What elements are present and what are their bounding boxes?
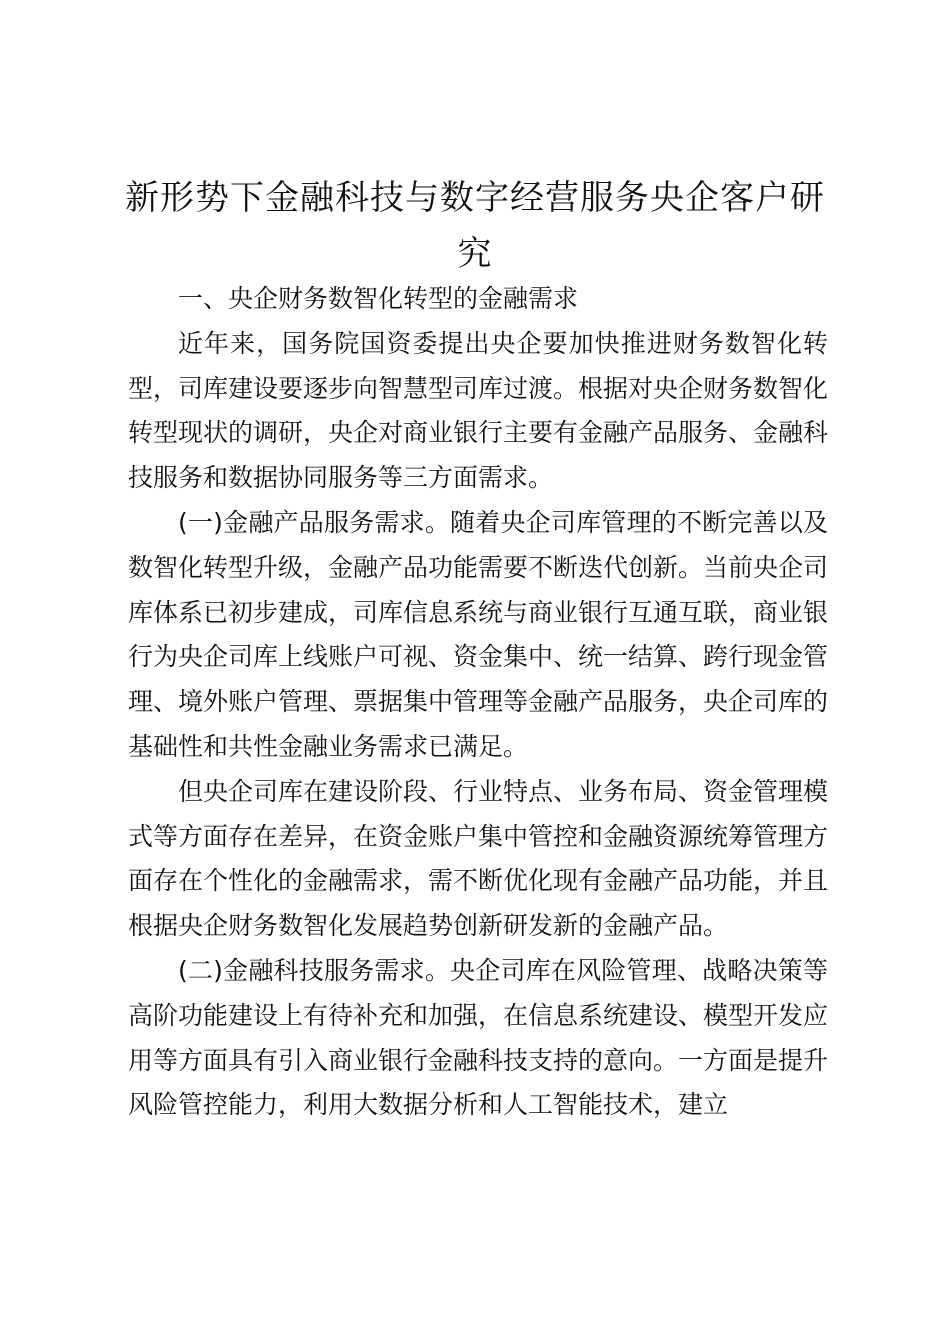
section-heading: 一、央企财务数智化转型的金融需求 [178, 284, 579, 313]
document-body [128, 277, 828, 1128]
document-title: 新形势下金融科技与数字经营服务央企客户研究 [125, 178, 825, 274]
paragraph-differences: 但央企司库在建设阶段、行业特点、业务布局、资金管理模式等方面存在差异，在资金账户集中管控和金融资源统筹管理方面存在个性化的金融需求，需不断优化现有金融产品功能，并且根据央企财务数智化发展趋势创新研发新的金融产品。 [128, 776, 829, 941]
paragraph-fintech-demand: (二)金融科技服务需求。央企司库在风险管理、战略决策等高阶功能建设上有待补充和加强，在信息系统建设、模型开发应用等方面具有引入商业银行金融科技支持的意向。一方面是提升风险管控能力，利用大数据分析和人工智能技术，建立 [128, 955, 829, 1120]
paragraph-intro: 近年来，国务院国资委提出央企要加快推进财务数智化转型，司库建设要逐步向智慧型司库过渡。根据对央企财务数智化转型现状的调研，央企对商业银行主要有金融产品服务、金融科技服务和数据协同服务等三方面需求。 [128, 328, 829, 493]
paragraph-financial-product-demand: (一)金融产品服务需求。随着央企司库管理的不断完善以及数智化转型升级，金融产品功能需要不断迭代创新。当前央企司库体系已初步建成，司库信息系统与商业银行互通互联，商业银行为央企司库上线账户可视、资金集中、统一结算、跨行现金管理、境外账户管理、票据集中管理等金融产品服务，央企司库的基础性和共性金融业务需求已满足。 [128, 507, 829, 761]
